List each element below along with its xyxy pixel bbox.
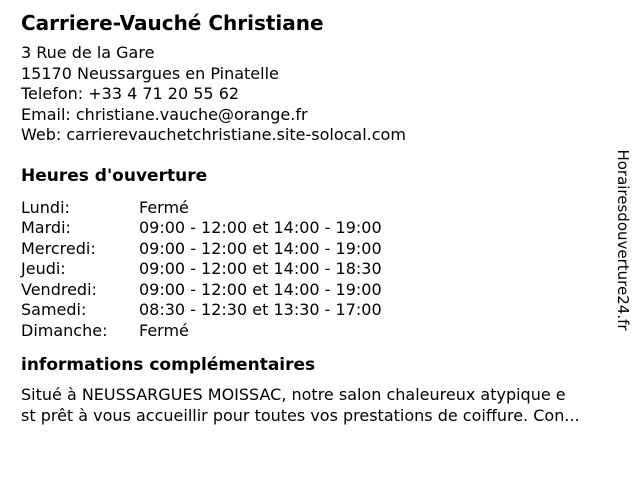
site-watermark: Horairesdouverture24.fr xyxy=(614,149,632,331)
email-value: christiane.vauche@orange.fr xyxy=(75,104,308,124)
hours-row-saturday xyxy=(21,300,600,321)
day-label: Mardi: xyxy=(21,218,71,237)
page-title: Carriere-Vauché Christiane xyxy=(21,11,324,35)
day-label: Lundi: xyxy=(21,197,70,217)
day-label: Mercredi: xyxy=(21,238,96,258)
day-label: Vendredi: xyxy=(21,279,97,299)
hours-value: 09:00 - 12:00 et 14:00 - 19:00 xyxy=(139,238,382,258)
contact-block xyxy=(21,43,600,146)
hours-row-sunday xyxy=(21,321,600,342)
hours-row-tuesday xyxy=(21,218,600,239)
address-line-2: 15170 Neussargues en Pinatelle xyxy=(21,63,279,83)
web-value: carrierevauchetchristiane.site-solocal.com xyxy=(66,125,406,144)
info-text-line-1: Situé à NEUSSARGUES MOISSAC, notre salon chaleureux atypique e xyxy=(21,385,566,404)
hours-row-wednesday xyxy=(21,239,600,260)
phone-value: +33 4 71 20 55 62 xyxy=(88,84,240,103)
web-line xyxy=(21,125,600,146)
hours-value: Fermé xyxy=(139,197,189,217)
hours-value: 09:00 - 12:00 et 14:00 - 18:30 xyxy=(139,259,382,278)
hours-value: 09:00 - 12:00 et 14:00 - 19:00 xyxy=(139,279,382,299)
hours-value: 09:00 - 12:00 et 14:00 - 19:00 xyxy=(139,218,382,237)
hours-row-monday xyxy=(21,198,600,219)
email-label: Email: xyxy=(21,104,71,124)
additional-info-text xyxy=(21,385,600,426)
day-label: Jeudi: xyxy=(21,259,66,278)
opening-hours-heading: Heures d'ouverture xyxy=(21,165,208,186)
opening-hours-table xyxy=(21,198,600,342)
address-line-1: 3 Rue de la Gare xyxy=(21,43,155,62)
phone-line xyxy=(21,84,600,105)
email-line xyxy=(21,105,600,126)
info-text-line-2: st prêt à vous accueillir pour toutes vos prestations de coiffure. Con... xyxy=(21,405,580,425)
hours-row-friday xyxy=(21,280,600,301)
hours-value: 08:30 - 12:30 et 13:30 - 17:00 xyxy=(139,300,382,319)
phone-label: Telefon: xyxy=(21,84,84,103)
main-content xyxy=(21,10,600,426)
day-label: Dimanche: xyxy=(21,320,108,340)
day-label: Samedi: xyxy=(21,300,87,319)
hours-row-thursday xyxy=(21,259,600,280)
additional-info-heading: informations complémentaires xyxy=(21,355,316,375)
web-label: Web: xyxy=(21,125,62,144)
hours-value: Fermé xyxy=(139,320,189,340)
